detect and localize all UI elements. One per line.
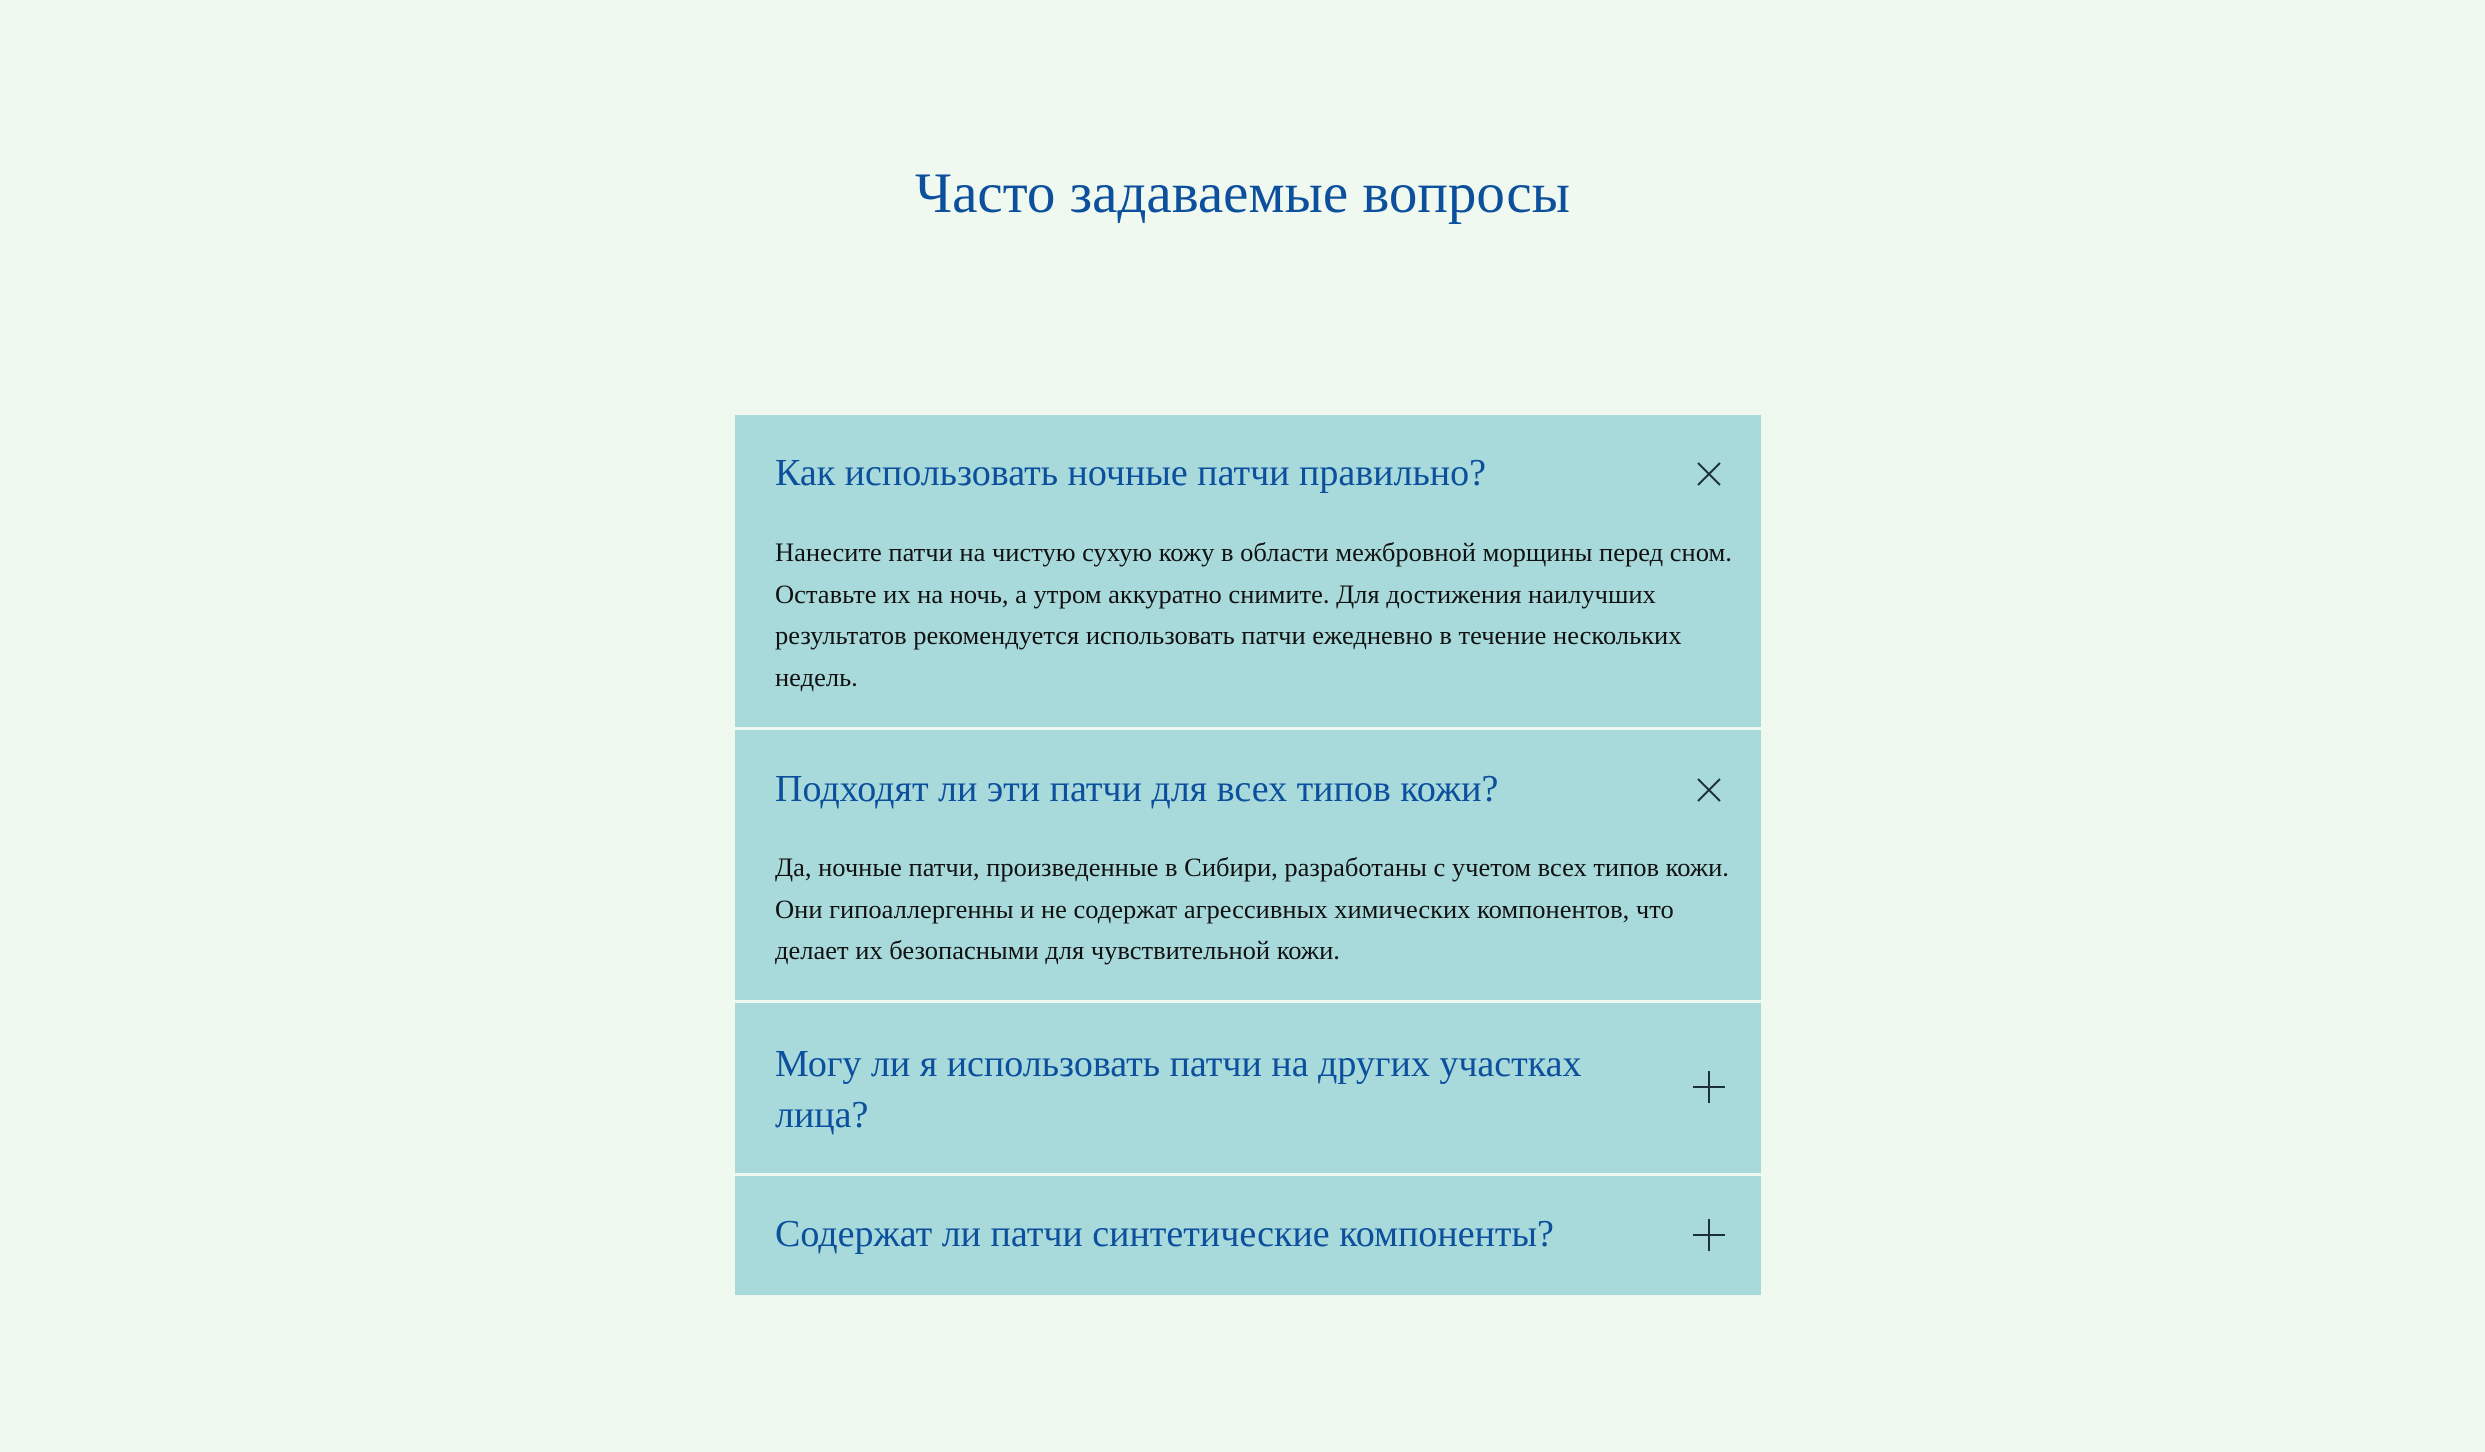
faq-toggle-button[interactable] (1692, 773, 1726, 807)
faq-item-collapsed[interactable] (735, 1003, 1761, 1176)
faq-question[interactable]: Как использовать ночные патчи правильно? (775, 452, 1486, 494)
page-title: Часто задаваемые вопросы (915, 162, 1570, 225)
close-icon (1692, 457, 1726, 491)
plus-icon (1692, 1070, 1726, 1104)
faq-answer: Нанесите патчи на чистую сухую кожу в области межбровной морщины перед сном. Оставьте их на ночь, а утром аккуратно снимите. Для достижения наилучших результатов рекомендуется использовать патчи ежедневно в течение нескольких недель. (775, 537, 1732, 693)
close-icon (1692, 773, 1726, 807)
faq-question[interactable]: Подходят ли эти патчи для всех типов кожи? (775, 768, 1499, 810)
faq-question[interactable]: Содержат ли патчи синтетические компоненты? (775, 1213, 1554, 1255)
faq-item-collapsed[interactable] (735, 1176, 1761, 1295)
faq-item-expanded (735, 730, 1761, 1003)
faq-item-expanded (735, 415, 1761, 730)
plus-icon (1692, 1218, 1726, 1252)
faq-toggle-button[interactable] (1692, 457, 1726, 491)
faq-question[interactable]: Могу ли я использовать патчи на других участках лица? (775, 1043, 1582, 1136)
faq-accordion (735, 415, 1761, 1295)
faq-toggle-button[interactable] (1692, 1218, 1726, 1252)
faq-answer: Да, ночные патчи, произведенные в Сибири, разработаны с учетом всех типов кожи. Они гипоаллергенны и не содержат агрессивных химических компонентов, что делает их безопасными для чувствительной кожи. (775, 852, 1729, 966)
faq-toggle-button[interactable] (1692, 1070, 1726, 1104)
